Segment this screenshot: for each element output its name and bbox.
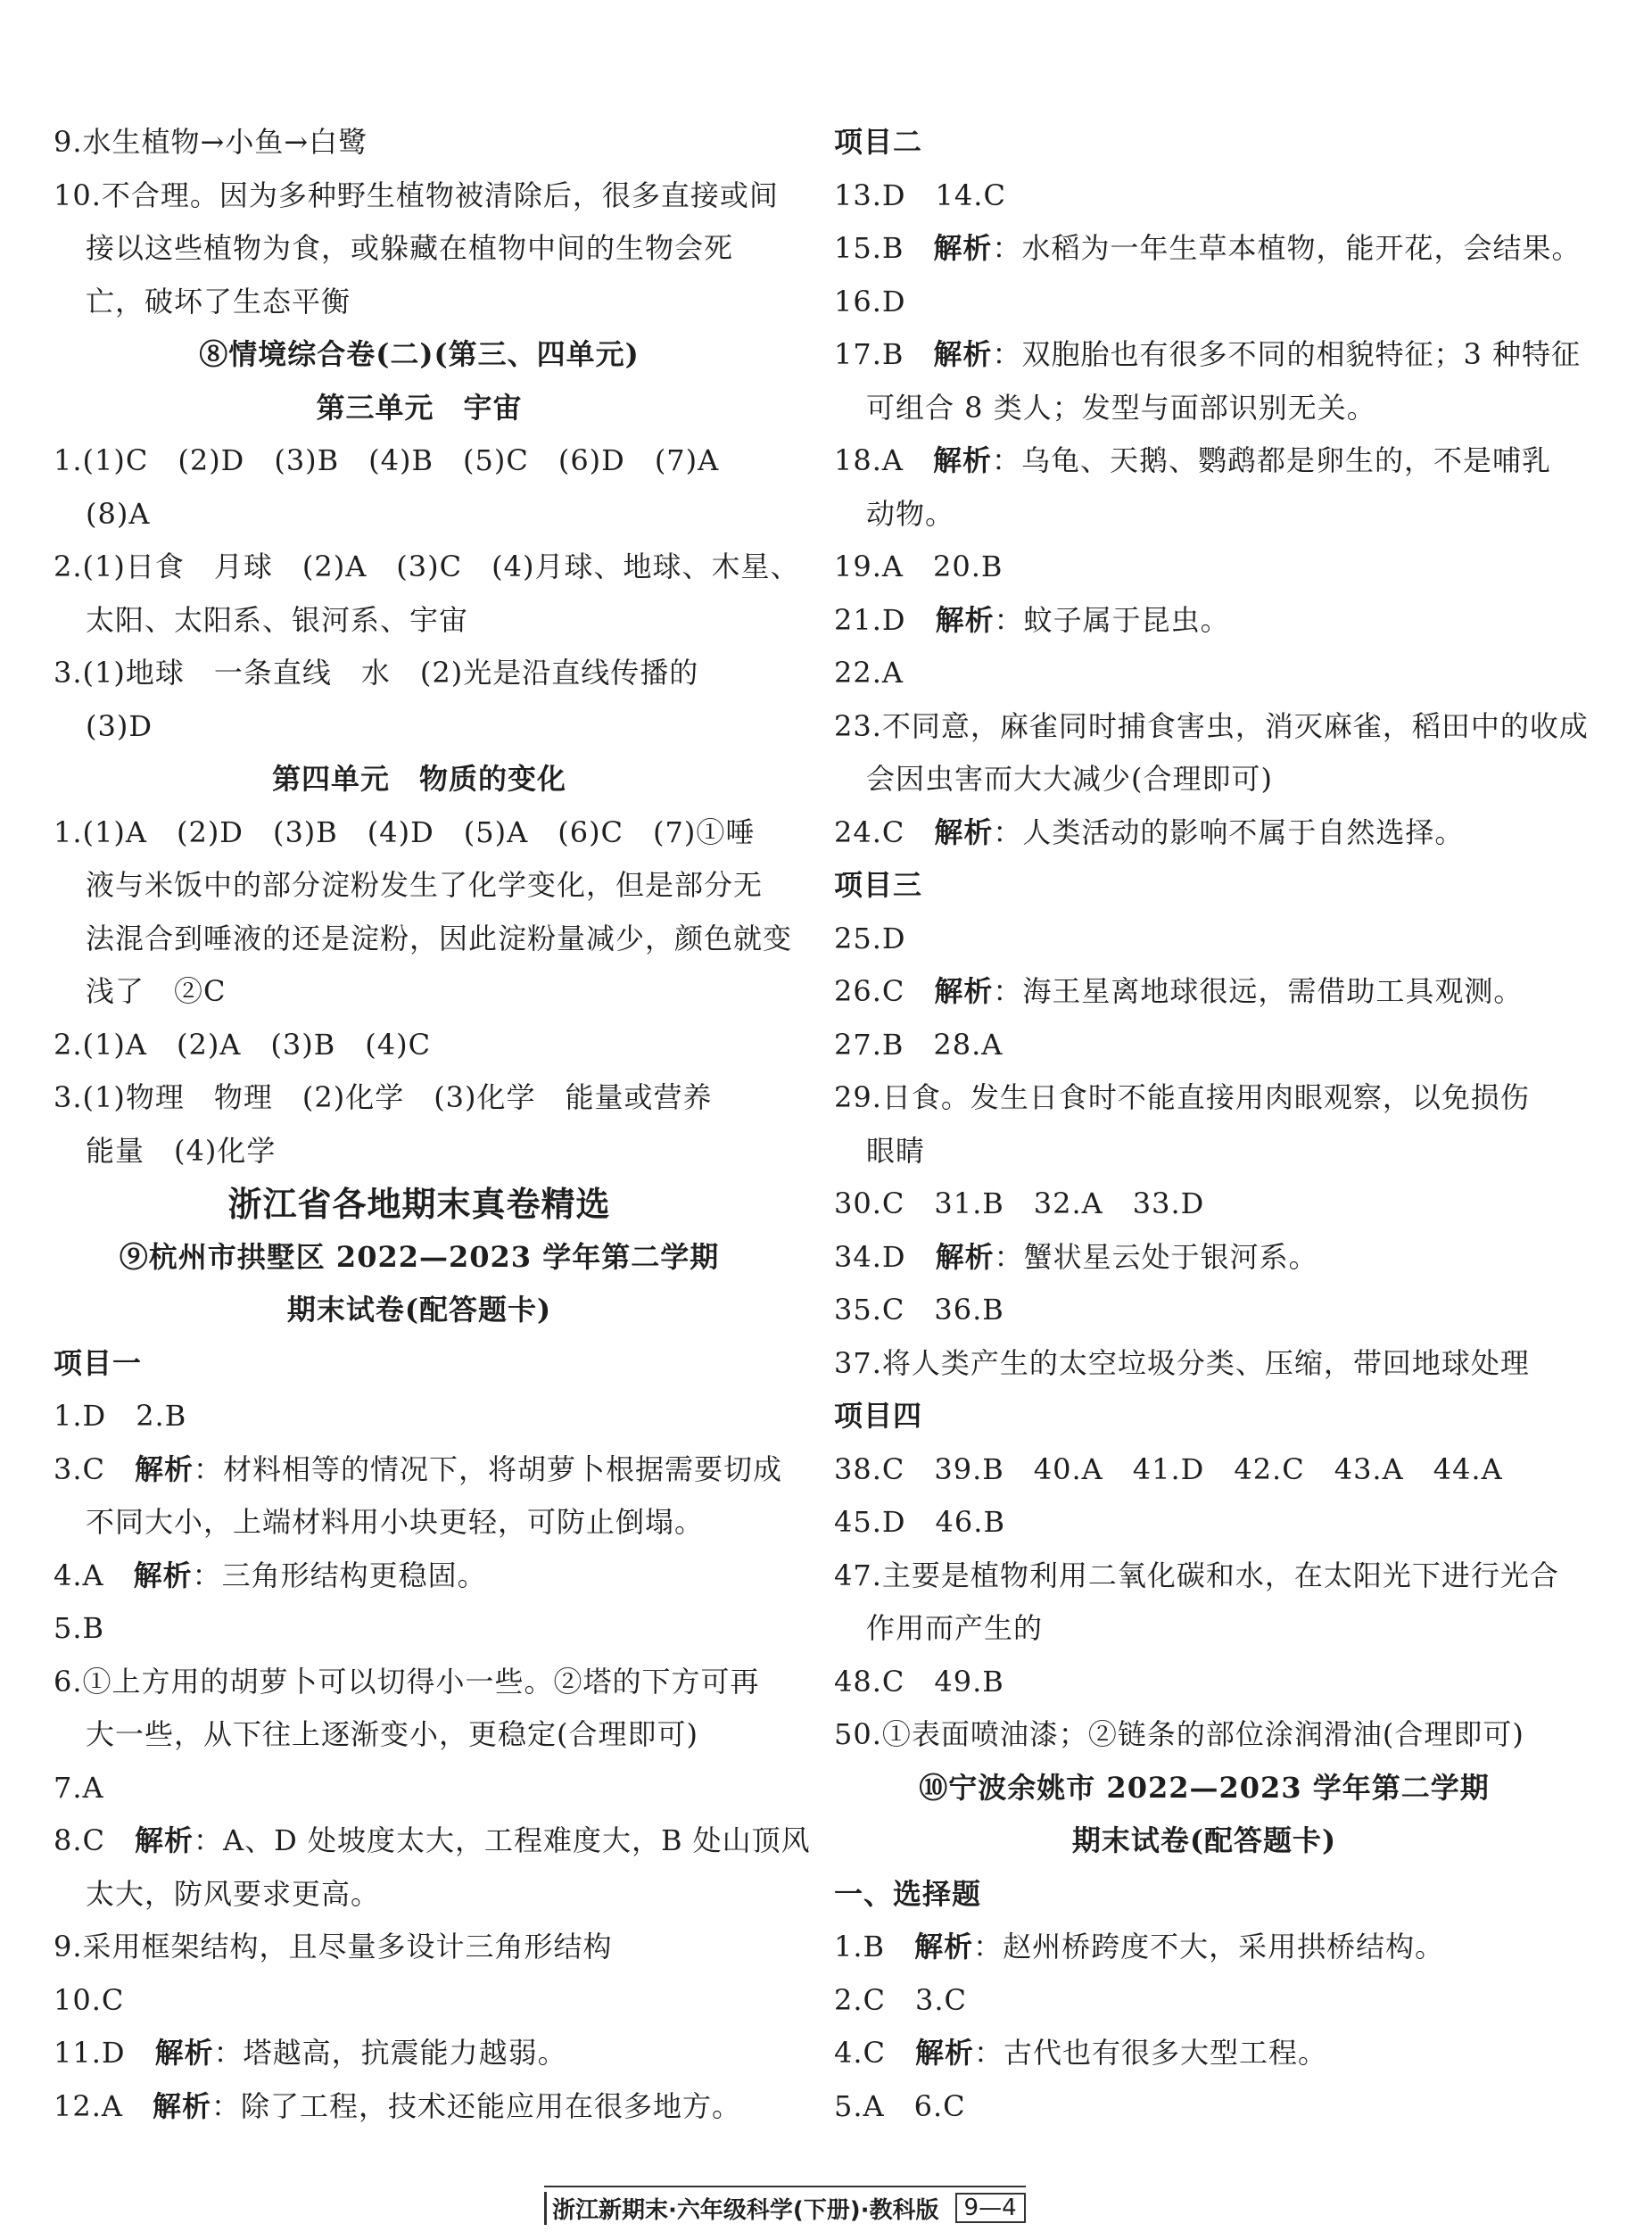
line-text: 不同大小，上端材料用小块更轻，可防止倒塌。 — [86, 1505, 705, 1539]
analysis-text: ：海王星离地球很远，需借助工具观测。 — [993, 974, 1524, 1008]
line-text: 项目三 — [834, 868, 923, 902]
analysis-label: 解析 — [935, 1239, 995, 1274]
right-line — [834, 1708, 1574, 1762]
line-text: 24.C — [834, 814, 935, 849]
right-line — [834, 1231, 1574, 1285]
left-line — [54, 1019, 785, 1072]
line-text: 35.C 36.B — [834, 1293, 1004, 1327]
line-text: 5.A 6.C — [834, 2088, 966, 2123]
right-line — [834, 859, 1574, 913]
line-text: 10.C — [54, 1982, 125, 2017]
left-line — [54, 806, 785, 860]
analysis-text: ：双胞胎也有很多不同的相貌特征；3 种特征 — [992, 337, 1581, 371]
left-line — [54, 222, 785, 276]
line-text: 动物。 — [866, 496, 955, 531]
right-line — [834, 2080, 1574, 2134]
line-text: 12.A — [54, 2088, 153, 2123]
analysis-label: 解析 — [933, 337, 993, 371]
left-line — [54, 488, 785, 541]
left-line — [54, 116, 785, 169]
line-text: 2.(1)日食 月球 (2)A (3)C (4)月球、地球、木星、 — [54, 550, 800, 583]
line-text: 项目二 — [834, 125, 923, 159]
line-text: 作用而产生的 — [866, 1611, 1044, 1645]
line-text: 16.D — [834, 284, 906, 318]
analysis-text: ：塔越高，抗震能力越弱。 — [213, 2036, 567, 2070]
line-text: 18.A — [834, 443, 934, 477]
line-text: ⑨杭州市拱墅区 2022—2023 学年第二学期 — [119, 1239, 720, 1274]
analysis-label: 解析 — [135, 1823, 194, 1857]
right-line — [834, 1443, 1574, 1497]
line-text: 可组合 8 类人；发型与面部识别无关。 — [866, 390, 1376, 425]
right-line — [834, 1071, 1574, 1125]
line-text: 亡，破坏了生态平衡 — [86, 284, 351, 318]
line-text: 3.(1)物理 物理 (2)化学 (3)化学 能量或营养 — [54, 1080, 713, 1114]
line-text: 大一些，从下往上逐渐变小，更稳定(合理即可) — [86, 1717, 698, 1751]
left-line — [54, 859, 785, 913]
left-line — [54, 965, 785, 1019]
line-text: 项目一 — [54, 1345, 143, 1380]
right-line — [834, 1284, 1574, 1337]
left-line — [54, 1656, 785, 1709]
line-text: 1.(1)C (2)D (3)B (4)B (5)C (6)D (7)A — [54, 443, 720, 477]
right-line — [834, 647, 1574, 700]
left-line — [54, 753, 785, 806]
analysis-text: ：人类活动的影响不属于自然选择。 — [993, 814, 1465, 849]
right-line — [834, 434, 1574, 488]
left-column — [54, 116, 811, 2133]
right-line — [834, 1762, 1574, 1815]
left-line — [54, 1496, 785, 1550]
right-line — [834, 1602, 1574, 1656]
line-text: 37.将人类产生的太空垃圾分类、压缩，带回地球处理 — [834, 1345, 1530, 1380]
right-line — [834, 328, 1581, 382]
right-line — [834, 488, 1574, 541]
right-line — [834, 965, 1574, 1019]
line-text: 19.A 20.B — [834, 550, 1004, 583]
left-line — [54, 1602, 785, 1656]
line-text: 2.C 3.C — [834, 1982, 968, 2017]
line-text: 50.①表面喷油漆；②链条的部位涂润滑油(合理即可) — [834, 1717, 1524, 1751]
line-text: 11.D — [54, 2036, 155, 2070]
right-line — [834, 806, 1574, 860]
left-line — [54, 1178, 785, 1231]
line-text: 4.A — [54, 1558, 134, 1592]
right-line — [834, 1178, 1574, 1231]
line-text: 1.D 2.B — [54, 1399, 187, 1433]
right-column — [834, 116, 1589, 2133]
line-text: 2.(1)A (2)A (3)B (4)C — [54, 1027, 432, 1062]
line-text: 30.C 31.B 32.A 33.D — [834, 1186, 1205, 1220]
line-text: 22.A — [834, 656, 904, 690]
analysis-text: ：蚊子属于昆虫。 — [994, 602, 1230, 637]
line-text: 期末试卷(配答题卡) — [286, 1293, 552, 1327]
right-line — [834, 541, 1574, 594]
line-text: 浙江省各地期末真卷精选 — [227, 1184, 611, 1224]
line-text: 7.A — [54, 1770, 104, 1805]
line-text: 1.(1)A (2)D (3)B (4)D (5)A (6)C (7)①唾 — [54, 814, 756, 849]
left-line — [54, 1125, 785, 1178]
right-line — [834, 913, 1574, 966]
analysis-text: ：蟹状星云处于银河系。 — [994, 1239, 1318, 1274]
analysis-label: 解析 — [154, 2036, 214, 2070]
analysis-label: 解析 — [934, 974, 994, 1008]
right-line — [834, 1868, 1574, 1922]
left-line — [54, 1337, 785, 1391]
line-text: 17.B — [834, 337, 934, 371]
line-text: 34.D — [834, 1239, 936, 1274]
left-line — [54, 1921, 785, 1974]
line-text: 23.不同意，麻雀同时捕食害虫，消灭麻雀，稻田中的收成 — [834, 708, 1589, 743]
line-text: 会因虫害而大大减少(合理即可) — [866, 762, 1273, 796]
analysis-label: 解析 — [915, 2036, 975, 2070]
line-text: 10.不合理。因为多种野生植物被清除后，很多直接或间 — [54, 178, 779, 212]
left-line — [54, 1390, 785, 1443]
line-text: 浅了 ②C — [86, 974, 227, 1008]
left-line — [54, 1762, 785, 1815]
line-text: 8.C — [54, 1823, 136, 1857]
line-text: 1.B — [834, 1930, 915, 1963]
right-line — [834, 1974, 1574, 2028]
analysis-label: 解析 — [153, 2088, 212, 2123]
line-text: 25.D — [834, 921, 906, 955]
line-text: 太阳、太阳系、银河系、宇宙 — [86, 602, 469, 637]
line-text: 项目四 — [834, 1399, 923, 1433]
right-line — [834, 222, 1582, 276]
line-text: 法混合到唾液的还是淀粉，因此淀粉量减少，颜色就变 — [86, 921, 793, 955]
left-line — [54, 276, 785, 329]
analysis-label: 解析 — [933, 443, 993, 477]
line-text: 47.主要是植物利用二氧化碳和水，在太阳光下进行光合 — [834, 1558, 1559, 1592]
analysis-label: 解析 — [934, 814, 994, 849]
right-line — [834, 1019, 1574, 1072]
analysis-text: ：古代也有很多大型工程。 — [974, 2036, 1328, 2070]
line-text: 38.C 39.B 40.A 41.D 42.C 43.A 44.A — [834, 1451, 1503, 1486]
analysis-text: ：材料相等的情况下，将胡萝卜根据需要切成 — [194, 1451, 783, 1486]
left-line — [54, 1550, 785, 1603]
line-text: (8)A — [86, 496, 151, 531]
right-line — [834, 1390, 1574, 1443]
line-text: 液与米饭中的部分淀粉发生了化学变化，但是部分无 — [86, 868, 764, 902]
line-text: 期末试卷(配答题卡) — [1071, 1823, 1337, 1857]
right-line — [834, 382, 1574, 435]
footer-rule — [544, 2186, 1026, 2187]
line-text: 26.C — [834, 974, 935, 1008]
right-line — [834, 1921, 1574, 1974]
line-text: 13.D 14.C — [834, 178, 1006, 212]
line-text: 27.B 28.A — [834, 1027, 1004, 1062]
line-text: 接以这些植物为食，或躲藏在植物中间的生物会死 — [86, 231, 734, 265]
line-text: 6.①上方用的胡萝卜可以切得小一些。②塔的下方可再 — [54, 1664, 760, 1699]
analysis-text: ：赵州桥跨度不大，采用拱桥结构。 — [973, 1930, 1445, 1963]
right-line — [834, 169, 1574, 223]
right-line — [834, 2027, 1574, 2080]
analysis-text: ：水稻为一年生草本植物，能开花，会结果。 — [992, 231, 1582, 265]
left-line — [54, 382, 785, 435]
line-text: 5.B — [54, 1611, 105, 1645]
left-line — [54, 913, 793, 966]
analysis-label: 解析 — [133, 1558, 193, 1592]
line-text: 45.D 46.B — [834, 1505, 1005, 1539]
left-line — [54, 1815, 811, 1868]
line-text: 第四单元 物质的变化 — [271, 762, 566, 796]
line-text: 太大，防风要求更高。 — [86, 1876, 381, 1911]
line-text: 21.D — [834, 602, 936, 637]
line-text: 3.C — [54, 1451, 136, 1486]
left-line — [54, 541, 800, 594]
left-line — [54, 1974, 785, 2028]
line-text: 29.日食。发生日食时不能直接用肉眼观察，以免损伤 — [834, 1080, 1530, 1114]
left-line — [54, 1231, 785, 1285]
page-footer — [544, 2191, 1026, 2225]
left-line — [54, 1071, 785, 1125]
left-line — [54, 434, 785, 488]
line-text: 9.采用框架结构，且尽量多设计三角形结构 — [54, 1930, 613, 1963]
analysis-label: 解析 — [935, 602, 995, 637]
right-line — [834, 1496, 1574, 1550]
right-line — [834, 276, 1574, 329]
right-line — [834, 1656, 1574, 1709]
left-line — [54, 594, 785, 648]
left-line — [54, 647, 785, 700]
right-line — [834, 1337, 1574, 1391]
line-text: ⑩宁波余姚市 2022—2023 学年第二学期 — [919, 1770, 1490, 1805]
line-text: 眼睛 — [866, 1133, 926, 1168]
right-line — [834, 700, 1589, 754]
line-text: (3)D — [86, 708, 153, 743]
right-line — [834, 594, 1574, 648]
line-text: 能量 (4)化学 — [86, 1133, 277, 1168]
line-text: 48.C 49.B — [834, 1664, 1004, 1699]
line-text: 一、选择题 — [834, 1876, 982, 1911]
left-line — [54, 1443, 785, 1497]
line-text: 9.水生植物→小鱼→白鹭 — [54, 125, 368, 159]
left-line — [54, 2027, 785, 2080]
analysis-label: 解析 — [914, 1930, 974, 1963]
right-line — [834, 1125, 1574, 1178]
line-text: 4.C — [834, 2036, 916, 2070]
line-text: 15.B — [834, 231, 934, 265]
left-line — [54, 1284, 785, 1337]
line-text: 第三单元 宇宙 — [316, 390, 523, 425]
left-line — [54, 2080, 785, 2134]
right-line — [834, 1815, 1574, 1868]
left-line — [54, 700, 785, 754]
analysis-text: ：三角形结构更稳固。 — [192, 1558, 487, 1592]
left-line — [54, 169, 785, 223]
right-line — [834, 116, 1574, 169]
line-text: ⑧情境综合卷(二)(第三、四单元) — [199, 337, 640, 371]
analysis-text: ：A、D 处坡度太大，工程难度大，B 处山顶风 — [194, 1823, 811, 1857]
analysis-text: ：乌龟、天鹅、鹦鹉都是卵生的，不是哺乳 — [992, 443, 1552, 477]
left-line — [54, 1708, 785, 1762]
left-line — [54, 328, 785, 382]
line-text: 3.(1)地球 一条直线 水 (2)光是沿直线传播的 — [54, 656, 699, 690]
footer-book-title: 浙江新期末·六年级科学(下册)·教科版 — [544, 2192, 945, 2225]
analysis-text: ：除了工程，技术还能应用在很多地方。 — [211, 2088, 742, 2123]
analysis-label: 解析 — [135, 1451, 194, 1486]
right-line — [834, 1550, 1574, 1603]
left-line — [54, 1868, 785, 1922]
analysis-label: 解析 — [933, 231, 993, 265]
footer-page-number: 9—4 — [955, 2193, 1026, 2223]
right-line — [834, 753, 1574, 806]
